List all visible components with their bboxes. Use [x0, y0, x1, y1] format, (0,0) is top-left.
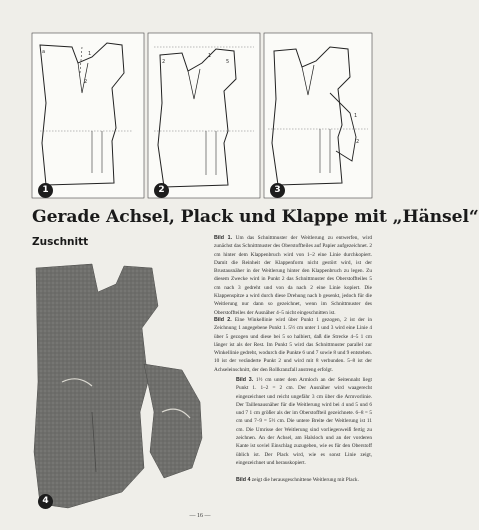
paragraph-text: Um das Schnittmuster der Weitlerung zu entwerfen, wird zunächst das Schnittmuster des Oberstoffteiles auf Papier aufgezeichnet. 2 cm hinter dem Klappenbruch wird von 1–2 eine Linie durchkopiert. Damit die Reinheit der Klappenform nicht gestört wird, ist der Brustausnäher in der Weitlerung hinter den Klappenbruch zu legen. Zu diesem Zwecke wird in Punkt 2 das Schnittmuster des Oberstoffteiles 5 cm nach 3 gedreht und von da nach 2 eine Linie kopiert. Die Klappenspitze a wird durch diese Drehung nach b gesenkt, jedoch für die Weitlerung nur dann so gezeichnet, wenn im Schnittmuster des Oberstoffteiles der Ausnäher 4–5 nicht eingeschnitten ist. — [214, 235, 372, 316]
instruction-paragraph-1 — [214, 234, 372, 317]
figure-number-badge: 3 — [270, 183, 285, 198]
pattern-drawing-3 — [264, 33, 372, 198]
svg-text:1: 1 — [88, 51, 92, 57]
instruction-paragraph-4 — [236, 476, 372, 484]
paragraph-text: 1½ cm unter dem Armloch an der Seitennaht liegt Punkt 1. 1–2 = 2 cm. Der Ausnäher wird waagerecht eingezeichnet und reicht ungefähr 3 cm über die Armvorlinie. Der Taillenausnäher für die Weitlerung wird bei 4 und 5 und 6 und 7 1 cm größer als der im Oberstoffteil gezeichnete. 6–8 = 5 cm und 7–9 = 5½ cm. Die untere Breite der Weitlerung ist 11 cm. Die Umrisse der Weitlerung sind vorliegenweiß fertig zu zeichnen. An der Achsel, am Halsloch und an der vorderen Kante ist soviel Einschlag zuzugeben, wie es für den Oberstoff üblich ist. Der Plack wird, wie es sonst Linie zeigt, eingezeichnet und herauskopiert. — [236, 377, 372, 466]
instruction-paragraph-3 — [236, 376, 372, 467]
figure-number-badge: 4 — [38, 494, 53, 509]
paragraph-text: Eine Winkellinie wird über Punkt 1 gezogen, 2 ist der in Zeichnung 1 angegebene Punkt 1. 5½ cm unter 1 und 3 wird eine Linie 4 über 5 gezogen und diese bei 5 so halbiert, daß die Strecke 4–5 1 cm länger ist als der Rest. Im Punkt 5 wird das Schnittmuster parallel zur Winkellinie gedreht, wodurch die Punkte 6 und 7 sowie 8 und 9 entstehen. 10 ist der veränderte Punkt 2 und wird mit 8 verbunden. 5–8 ist der Achseleinschnitt, der den Rollkranzfall anstreng erfolgt. — [214, 317, 372, 373]
svg-text:5: 5 — [226, 59, 230, 65]
paragraph-label: Bild 1. — [214, 235, 233, 241]
pattern-drawing-2-svg — [148, 33, 260, 198]
instruction-paragraph-2 — [214, 316, 372, 374]
fabric-photo-4 — [32, 262, 210, 512]
figure-number-badge: 1 — [38, 183, 53, 198]
page-number: — 16 — — [189, 513, 211, 519]
svg-text:2: 2 — [162, 59, 166, 65]
svg-text:1: 1 — [208, 53, 212, 59]
pattern-drawing-2 — [148, 33, 260, 198]
pattern-drawing-3-svg — [264, 33, 372, 198]
article-headline: Gerade Achsel, Plack und Klappe mit „Hänsel“ — [32, 207, 479, 227]
pattern-drawing-1 — [32, 33, 144, 198]
fabric-photo-4-svg — [32, 262, 210, 512]
svg-text:2: 2 — [84, 79, 88, 85]
svg-text:a: a — [42, 49, 46, 55]
paragraph-text: zeigt die herausgeschnittene Weitlerung mit Plack. — [251, 477, 359, 483]
paragraph-label: Bild 3. — [236, 377, 254, 383]
figure-number-badge: 2 — [154, 183, 169, 198]
paragraph-label: Bild 4 — [236, 477, 251, 483]
svg-text:1: 1 — [354, 113, 358, 119]
section-subheading: Zuschnitt — [32, 236, 89, 248]
svg-text:2: 2 — [356, 139, 360, 145]
pattern-drawing-1-svg — [32, 33, 144, 198]
paragraph-label: Bild 2. — [214, 317, 232, 323]
